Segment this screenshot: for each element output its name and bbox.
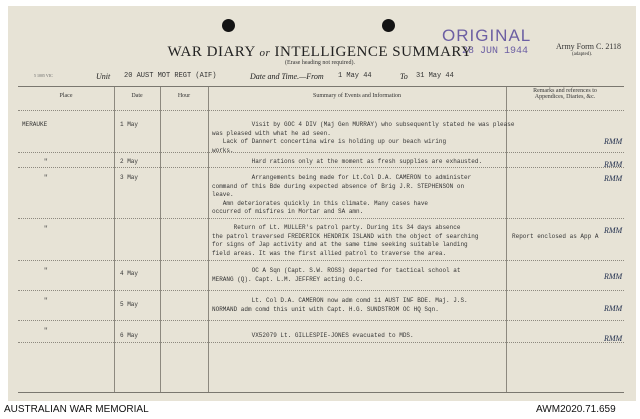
row-5-place-ditto: " [44, 266, 48, 276]
row-3-place-ditto: " [44, 173, 48, 183]
to-label: To [400, 72, 408, 81]
row-2-place-ditto: " [44, 157, 48, 167]
unit-value: 20 AUST MOT REGT (AIF) [124, 72, 217, 80]
row-2-initials: RMM [604, 160, 623, 169]
row-4-remark: Report enclosed as App A [512, 233, 599, 240]
row-6-summary: Lt. Col D.A. CAMERON now adm comd 11 AUST INF BDE. Maj. J.S. NORMAND adm comd this unit with Capt. H.G. SUNDSTROM OC HQ Sqn. [212, 297, 468, 313]
remarks-header-line-1: Remarks and references to [533, 88, 597, 94]
footer-institution: AUSTRALIAN WAR MEMORIAL [4, 404, 149, 415]
row-6-place-ditto: " [44, 296, 48, 306]
form-adapted: (adapted). [572, 52, 593, 57]
punch-hole-left [222, 19, 235, 32]
row-1-date: 1 May [120, 121, 139, 128]
row-1-place: MERAUKE [22, 121, 48, 128]
page-title [0, 44, 640, 61]
row-5-summary: OC A Sqn (Capt. S.W. ROSS) departed for tactical school at MERANG (Q). Capt. L.M. JEFFREY acting O.C. [212, 267, 461, 283]
row-2-summary: Hard rations only at the moment as fresh supplies are exhausted. [212, 158, 483, 165]
row-5-initials: RMM [604, 272, 623, 281]
column-header-date: Date [131, 93, 143, 99]
column-header-place: Place [59, 93, 73, 99]
title-intelligence-summary: INTELLIGENCE SUMMARY [274, 44, 473, 60]
row-6-date: 5 May [120, 301, 139, 308]
row-7-summary: VX52079 Lt. GILLESPIE-JONES evacuated to MDS. [212, 332, 414, 339]
row-7-initials: RMM [604, 334, 623, 343]
page-subtitle: (Erase heading not required). [285, 60, 355, 66]
to-value: 31 May 44 [416, 72, 454, 80]
row-1-summary: Visit by GOC 4 DIV (Maj Gen MURRAY) who subsequently stated he was please was pleased with what he ad seen. Lack of Dannert concertina wire is holding up our beach wiring works. [212, 121, 515, 154]
row-5-date: 4 May [120, 270, 139, 277]
column-header-remarks [506, 88, 624, 100]
date-time-label: Date and Time.—From [250, 72, 324, 81]
row-4-initials: RMM [604, 226, 623, 235]
remarks-header-line-2: Appendices, Diaries, &c. [534, 94, 596, 100]
row-3-date: 3 May [120, 174, 139, 181]
form-reference: Army Form C. 2118 [556, 42, 622, 51]
form-code: 5 1005 VIC [34, 73, 53, 78]
column-header-hour: Hour [177, 93, 191, 99]
row-6-initials: RMM [604, 304, 623, 313]
row-1-initials: RMM [604, 137, 623, 146]
column-header-summary: Summary of Events and Information [313, 93, 401, 99]
stamp-date: 28 JUN 1944 [462, 46, 529, 57]
row-7-date: 6 May [120, 332, 139, 339]
row-3-summary: Arrangements being made for Lt.Col D.A. CAMERON to administer command of this Bde during expected absence of Brig J.R. STEPHENSON on leave. Amn deteriorates quickly in this climate. Many cases have occurred of misfires in Mortar and SA amn. [212, 174, 472, 215]
footer-accession-number: AWM2020.71.659 [536, 404, 616, 415]
from-value: 1 May 44 [338, 72, 372, 80]
original-stamp: ORIGINAL [442, 26, 532, 45]
row-4-place-ditto: " [44, 224, 48, 234]
row-2-date: 2 May [120, 158, 139, 165]
title-or: or [259, 47, 271, 59]
row-7-place-ditto: " [44, 326, 48, 336]
punch-hole-right [382, 19, 395, 32]
unit-label: Unit [96, 72, 111, 81]
title-war-diary: WAR DIARY [167, 44, 256, 60]
header-rule [18, 110, 624, 111]
row-3-initials: RMM [604, 174, 623, 183]
row-4-summary: Return of Lt. MULLER's patrol party. During its 34 days absence the patrol traversed FREDERICK HENDRIK ISLAND with the object of searching for signs of Jap activity and at the same time seeking suitable landing field areas. It was the first allied patrol to traverse the area. [212, 224, 479, 257]
